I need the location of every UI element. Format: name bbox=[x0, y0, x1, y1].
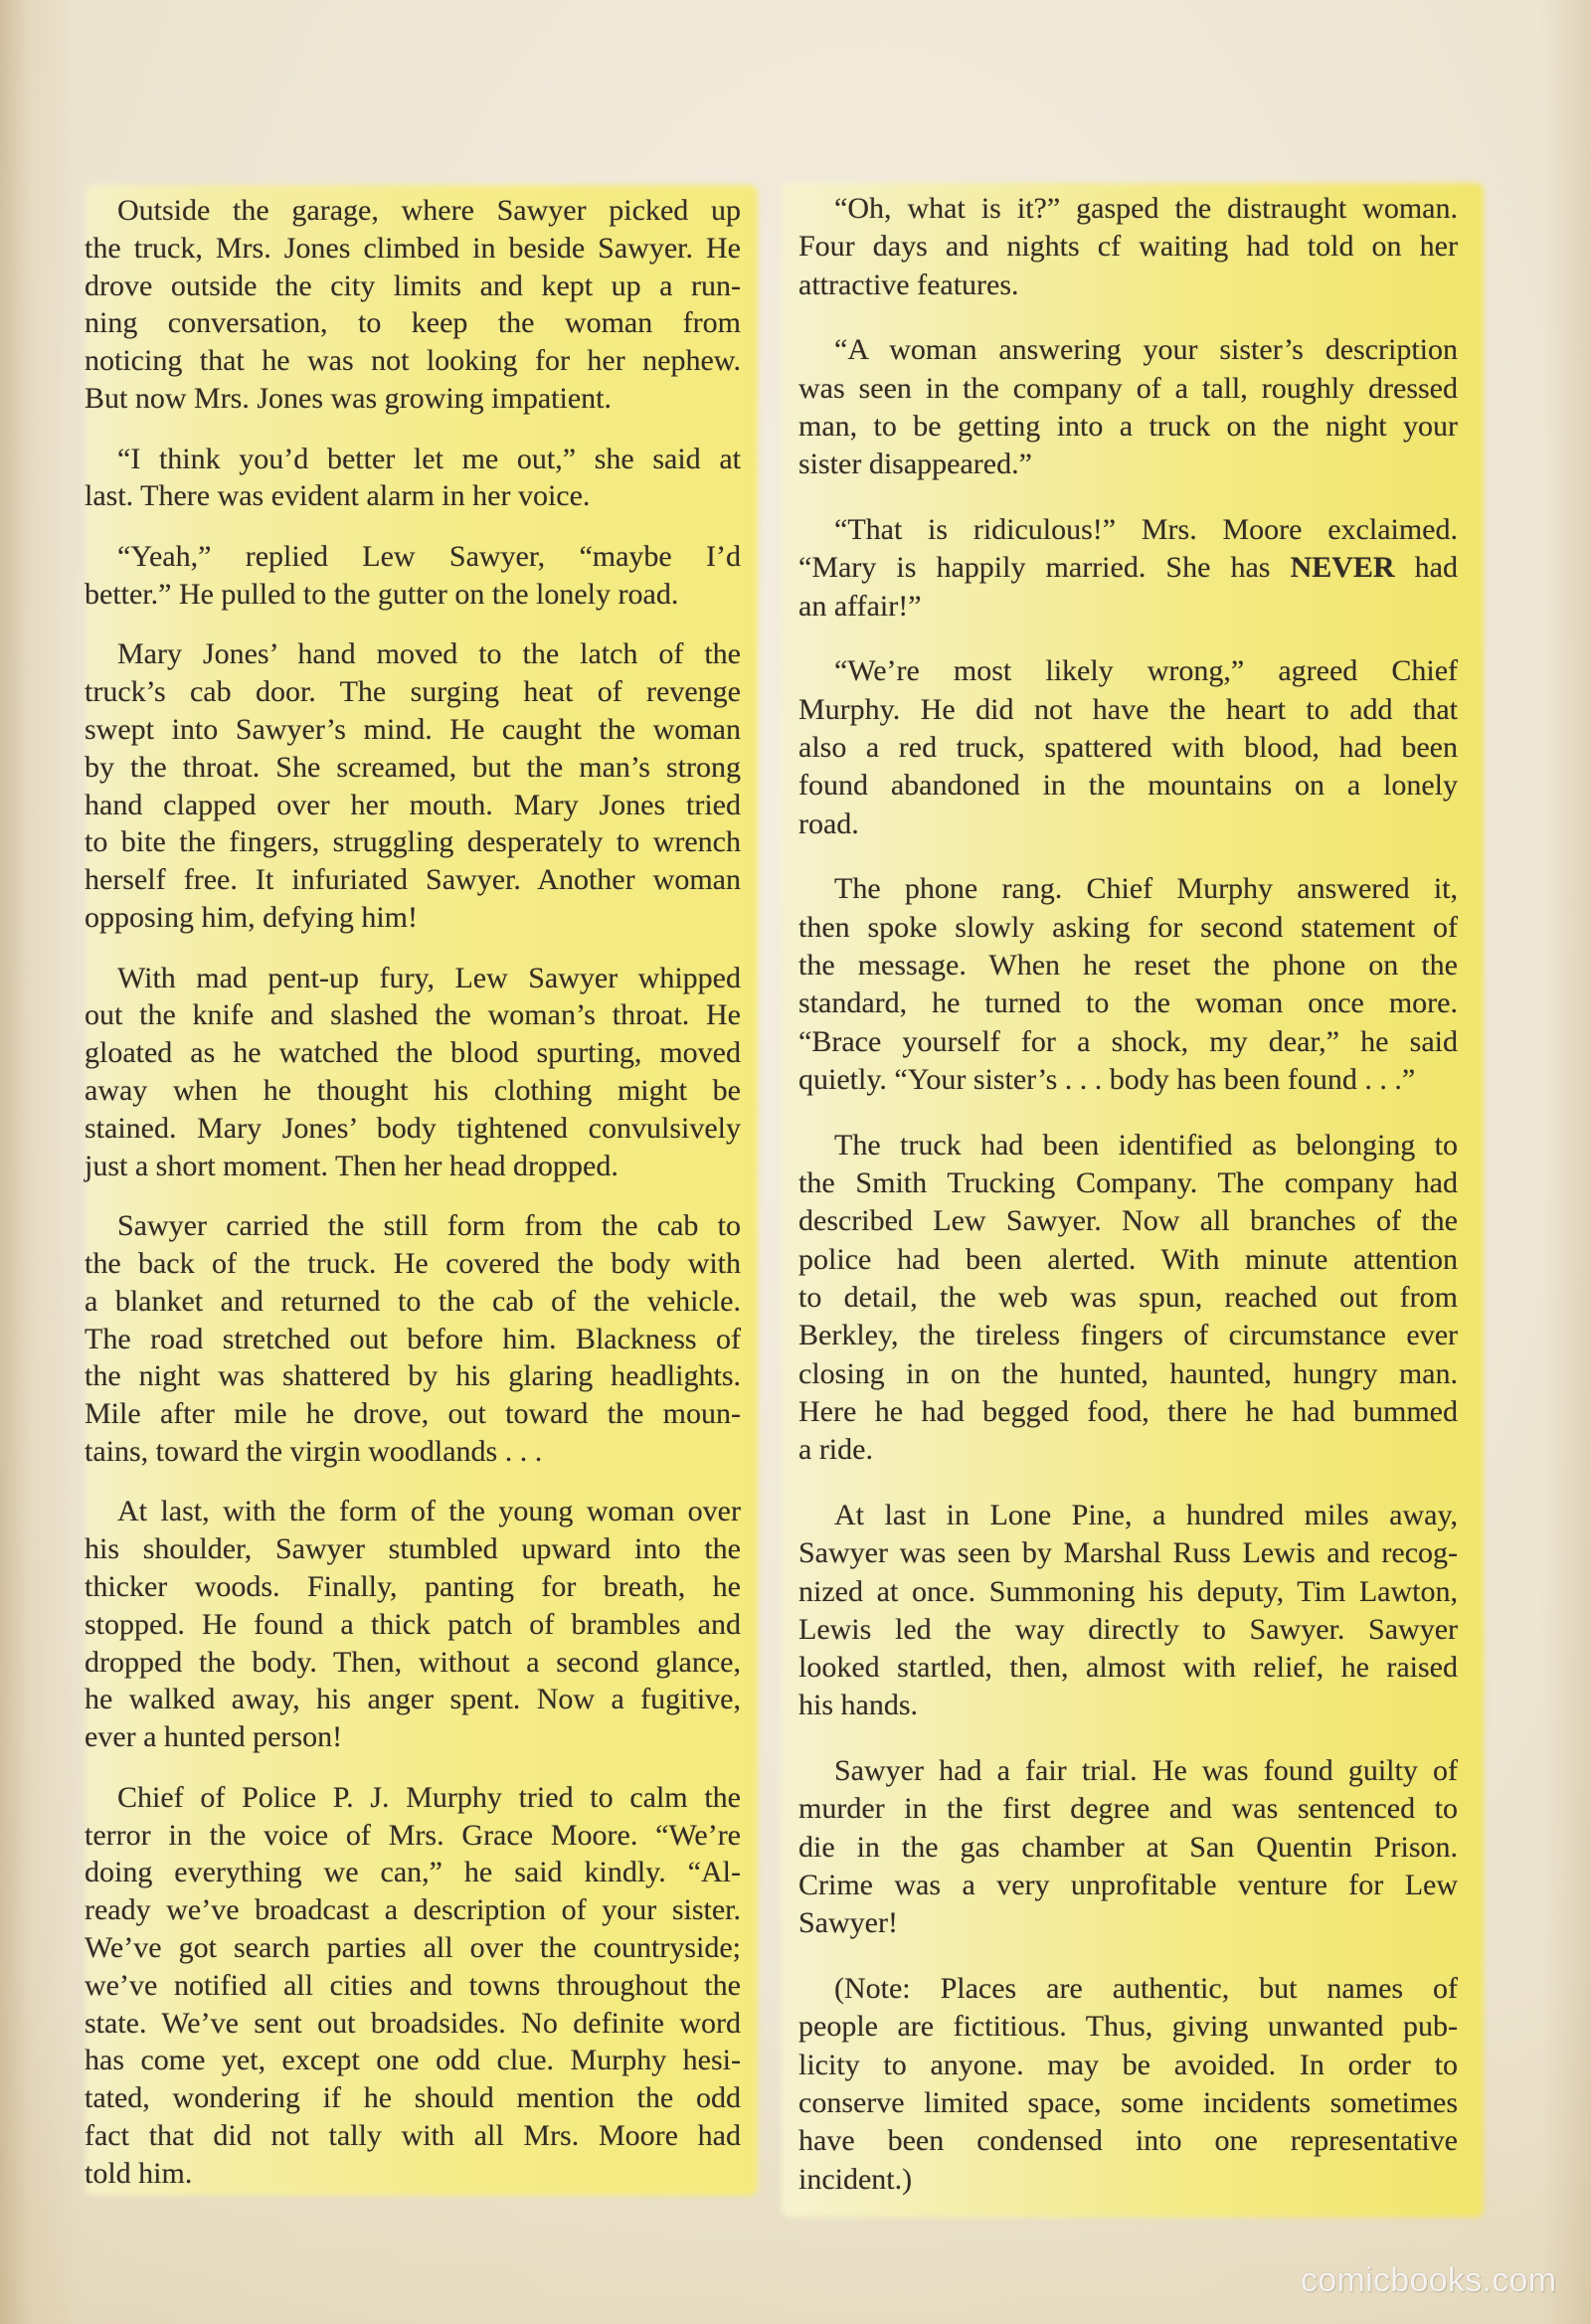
paragraph bbox=[85, 192, 741, 418]
paragraph bbox=[85, 960, 741, 1185]
text-line: the night was shattered by his glaring headlights. bbox=[85, 1359, 741, 1393]
text-line: better.” He pulled to the gutter on the lonely road. bbox=[85, 577, 679, 611]
text-line: “I think you’d better let me out,” she said at bbox=[117, 442, 741, 475]
paragraph bbox=[798, 1752, 1458, 1942]
text-line: incident.) bbox=[798, 2162, 913, 2196]
text-line: closing in on the hunted, haunted, hungry man. bbox=[798, 1356, 1458, 1390]
text-line: Lewis led the way directly to Sawyer. Sawyer bbox=[798, 1612, 1458, 1646]
text-line: road. bbox=[798, 806, 859, 840]
text-line: At last in Lone Pine, a hundred miles away, bbox=[834, 1498, 1458, 1531]
text-line: looked startled, then, almost with relief, he raised bbox=[798, 1651, 1458, 1685]
text-line: standard, he turned to the woman once more. bbox=[798, 986, 1458, 1020]
text-line: he walked away, his anger spent. Now a fugitive, bbox=[85, 1683, 741, 1716]
text-line: his hands. bbox=[798, 1689, 918, 1722]
text-line: tains, toward the virgin woodlands . . . bbox=[85, 1434, 543, 1468]
text-line: to bite the fingers, struggling desperately to wrench bbox=[85, 825, 741, 859]
text-line: With mad pent-up fury, Lew Sawyer whipped bbox=[117, 961, 741, 994]
text-line: then spoke slowly asking for second statement of bbox=[798, 910, 1458, 944]
text-line: dropped the body. Then, without a second glance, bbox=[85, 1645, 741, 1679]
text-line: “Oh, what is it?” gasped the distraught woman. bbox=[834, 192, 1458, 225]
text-line: Crime was a very unprofitable venture for Lew bbox=[798, 1869, 1458, 1902]
text-line: swept into Sawyer’s mind. He caught the woman bbox=[85, 712, 741, 746]
text-line: “Yeah,” replied Lew Sawyer, “maybe I’d bbox=[117, 539, 741, 573]
text-segment: “Mary is happily married. She has bbox=[798, 551, 1291, 585]
text-line: “We’re most likely wrong,” agreed Chief bbox=[834, 654, 1458, 688]
text-line: a ride. bbox=[798, 1433, 873, 1467]
paragraph bbox=[85, 635, 741, 936]
text-line: a blanket and returned to the cab of the vehicle. bbox=[85, 1284, 741, 1318]
text-line: Four days and nights cf waiting had told on her bbox=[798, 230, 1458, 264]
text-line: just a short moment. Then her head dropped. bbox=[85, 1149, 619, 1182]
text-line: Sawyer carried the still form from the cab to bbox=[117, 1209, 741, 1243]
text-line: man, to be getting into a truck on the night your bbox=[798, 409, 1458, 443]
text-line: was seen in the company of a tall, roughly dressed bbox=[798, 371, 1458, 405]
text-line: tated, wondering if he should mention the odd bbox=[85, 2081, 741, 2115]
text-line: gloated as he watched the blood spurting, moved bbox=[85, 1036, 741, 1070]
text-line: out the knife and slashed the woman’s throat. He bbox=[85, 998, 741, 1032]
text-line: Sawyer had a fair trial. He was found guilty of bbox=[834, 1754, 1458, 1788]
text-line: Outside the garage, where Sawyer picked up bbox=[117, 194, 741, 227]
paragraph bbox=[798, 511, 1458, 626]
text-line: noticing that he was not looking for her nephew. bbox=[85, 344, 741, 378]
text-line: die in the gas chamber at San Quentin Prison. bbox=[798, 1830, 1458, 1864]
text-line: we’ve notified all cities and towns throughout the bbox=[85, 1968, 741, 2002]
text-line: has come yet, except one odd clue. Murphy hesi- bbox=[85, 2044, 741, 2077]
text-line: ever a hunted person! bbox=[85, 1720, 343, 1754]
paragraph bbox=[798, 190, 1458, 304]
text-line: (Note: Places are authentic, but names of bbox=[834, 1972, 1458, 2006]
text-line: found abandoned in the mountains on a lonely bbox=[798, 769, 1458, 803]
text-line: Sawyer! bbox=[798, 1906, 898, 1940]
text-line: Berkley, the tireless fingers of circumstance ever bbox=[798, 1319, 1458, 1352]
text-line: At last, with the form of the young woman over bbox=[117, 1495, 741, 1528]
paragraph bbox=[798, 870, 1458, 1099]
text-line: thicker woods. Finally, panting for breath, he bbox=[85, 1570, 741, 1604]
text-line: conserve limited space, some incidents sometimes bbox=[798, 2086, 1458, 2120]
text-line: ning conversation, to keep the woman from bbox=[85, 306, 741, 340]
text-line: murder in the first degree and was sentenced to bbox=[798, 1792, 1458, 1826]
text-line: doing everything we can,” he said kindly. “Al- bbox=[85, 1856, 741, 1889]
paragraph bbox=[798, 1497, 1458, 1725]
text-line: by the throat. She screamed, but the man’s strong bbox=[85, 750, 741, 784]
emphasized-text: NEVER bbox=[1290, 551, 1395, 585]
text-line: terror in the voice of Mrs. Grace Moore. “We’re bbox=[85, 1818, 741, 1852]
paragraph bbox=[798, 331, 1458, 483]
text-line: The truck had been identified as belonging to bbox=[834, 1128, 1458, 1162]
paragraph bbox=[85, 1779, 741, 2193]
text-line: the Smith Trucking Company. The company had bbox=[798, 1166, 1458, 1200]
text-line: fact that did not tally with all Mrs. Moore had bbox=[85, 2119, 741, 2153]
text-line: attractive features. bbox=[798, 268, 1019, 301]
paragraph bbox=[798, 1127, 1458, 1470]
text-line: Mary Jones’ hand moved to the latch of the bbox=[117, 637, 741, 671]
text-line: to detail, the web was spun, reached out from bbox=[798, 1280, 1458, 1314]
text-line: “That is ridiculous!” Mrs. Moore exclaimed. bbox=[834, 513, 1458, 547]
text-line: the message. When he reset the phone on the bbox=[798, 949, 1458, 983]
text-line: “A woman answering your sister’s description bbox=[834, 333, 1458, 367]
text-line: people are fictitious. Thus, giving unwanted pub- bbox=[798, 2010, 1458, 2044]
text-line: Here he had begged food, there he had bummed bbox=[798, 1394, 1458, 1428]
paragraph bbox=[798, 652, 1458, 842]
paragraph bbox=[798, 1970, 1458, 2199]
text-line: stained. Mary Jones’ body tightened convulsively bbox=[85, 1111, 741, 1145]
text-line: Chief of Police P. J. Murphy tried to calm the bbox=[117, 1780, 741, 1814]
site-watermark: comicbooks.com bbox=[1301, 2261, 1557, 2299]
paragraph bbox=[85, 538, 741, 614]
text-line: hand clapped over her mouth. Mary Jones tried bbox=[85, 788, 741, 821]
text-line: The phone rang. Chief Murphy answered it, bbox=[834, 872, 1458, 906]
text-line: “Brace yourself for a shock, my dear,” he said bbox=[798, 1024, 1458, 1058]
text-line: his shoulder, Sawyer stumbled upward into the bbox=[85, 1532, 741, 1566]
text-line: But now Mrs. Jones was growing impatient. bbox=[85, 381, 612, 415]
text-line bbox=[798, 549, 1458, 587]
text-line: told him. bbox=[85, 2156, 193, 2190]
text-line: the truck, Mrs. Jones climbed in beside Sawyer. He bbox=[85, 231, 741, 265]
left-text-column bbox=[85, 192, 741, 2193]
text-line: stopped. He found a thick patch of brambles and bbox=[85, 1607, 741, 1641]
text-line: also a red truck, spattered with blood, had been bbox=[798, 731, 1458, 765]
paragraph bbox=[85, 1207, 741, 1471]
text-line: We’ve got search parties all over the countryside; bbox=[85, 1931, 741, 1965]
text-line: quietly. “Your sister’s . . . body has been found . . .” bbox=[798, 1062, 1416, 1096]
text-line: The road stretched out before him. Blackness of bbox=[85, 1322, 741, 1355]
text-line: last. There was evident alarm in her voice. bbox=[85, 479, 591, 513]
text-line: licity to anyone. may be avoided. In order to bbox=[798, 2048, 1458, 2081]
text-line: the back of the truck. He covered the body with bbox=[85, 1246, 741, 1280]
text-line: opposing him, defying him! bbox=[85, 900, 418, 934]
text-segment: had bbox=[1394, 551, 1458, 585]
text-line: state. We’ve sent out broadsides. No definite word bbox=[85, 2006, 741, 2040]
text-line: Mile after mile he drove, out toward the moun- bbox=[85, 1397, 741, 1431]
text-line: an affair!” bbox=[798, 589, 922, 623]
text-line: described Lew Sawyer. Now all branches of the bbox=[798, 1204, 1458, 1238]
text-line: Murphy. He did not have the heart to add that bbox=[798, 692, 1458, 726]
right-text-column bbox=[798, 190, 1458, 2199]
text-line: Sawyer was seen by Marshal Russ Lewis and recog- bbox=[798, 1536, 1458, 1570]
text-line: truck’s cab door. The surging heat of revenge bbox=[85, 675, 741, 709]
text-line: drove outside the city limits and kept up a run- bbox=[85, 268, 741, 302]
text-line: police had been alerted. With minute attention bbox=[798, 1242, 1458, 1276]
paragraph bbox=[85, 1493, 741, 1756]
paragraph bbox=[85, 441, 741, 516]
text-line: nized at once. Summoning his deputy, Tim Lawton, bbox=[798, 1574, 1458, 1608]
text-line: herself free. It infuriated Sawyer. Another woman bbox=[85, 863, 741, 897]
text-line: sister disappeared.” bbox=[798, 447, 1032, 481]
text-line: away when he thought his clothing might be bbox=[85, 1073, 741, 1107]
text-line: ready we’ve broadcast a description of your sister. bbox=[85, 1893, 741, 1927]
text-line: have been condensed into one representative bbox=[798, 2124, 1458, 2158]
